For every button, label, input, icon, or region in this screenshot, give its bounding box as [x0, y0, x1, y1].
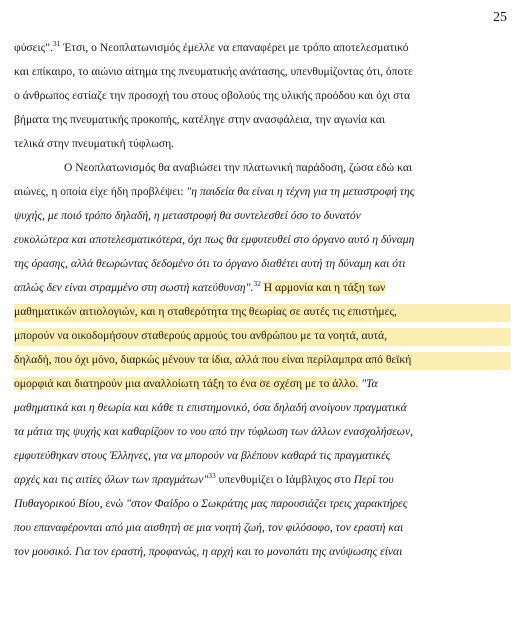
footnote-ref: 32 — [253, 280, 261, 288]
text-line: ομορφιά και διατηρούν μια αναλλοίωτη τάξη το ένα σε σχέση με το άλλο. "Τα — [14, 377, 378, 390]
highlighted-line: μαθηματικών αιτιολογιών, και η σταθερότητα της θεωρίας σε αυτές τις επιστήμες, — [14, 304, 510, 322]
highlighted-text: ομορφιά και διατηρούν μια αναλλοίωτη τάξη το ένα σε σχέση με το άλλο. — [14, 377, 359, 390]
highlighted-text: Η αρμονία και η τάξη των — [263, 281, 386, 294]
text-line: τα μάτια της ψυχής και καθαρίζουν το νου από την τύφλωση των άλλων ενασχολήσεων, — [14, 425, 414, 438]
text-line: Ο Νεοπλατωνισμός θα αναβιώσει την πλατωνική παράδοση, ζώσα εδώ και — [64, 161, 413, 174]
highlighted-line: δηλαδή, που όχι μόνο, διαρκώς μένουν τα ίδια, αλλά που είναι περίλαμπρα από θεϊκή — [14, 352, 510, 370]
text-line: ευκολώτερα και αποτελεσματικότερα, όχι πως θα εμφυτευθεί στο όργανο αυτό η δύναμη — [14, 233, 415, 246]
footnote-ref: 33 — [208, 472, 216, 480]
highlighted-line: μπορούν να οικοδομήσουν σταθερούς αρμούς του ανθρώπου με τα νοητά, αυτά, — [14, 328, 510, 346]
page-number: 25 — [493, 10, 507, 25]
text-line: τελικά στην πνευματική τύφλωση. — [14, 137, 175, 150]
text-line: φύσεις".$^{31}$ Έτσι, ο Νεοπλατωνισμός έμελλε να επαναφέρει με τρόπο αποτελεσματικό — [14, 40, 409, 54]
text-line: της όρασης, αλλά θεωρώντας δεδομένο ότι το όργανο διαθέτει αυτή τη δύναμη και ότι — [14, 257, 406, 270]
text-line: αιώνες, η οποία είχε ήδη προβλέψει: "η παιδεία θα είναι η τέχνη για τη μεταστροφή της — [14, 185, 415, 198]
text-line: βήματα της πνευματικής προκοπής, κατέληγε στην ανασφάλεια, την αγωνία και — [14, 113, 385, 126]
text-line: που επαναφέρονται από μια αισθητή σε μια νοητή ζωή, τον φιλόσοφο, τον εραστή και — [14, 521, 404, 534]
footnote-ref: 31 — [52, 40, 61, 48]
text-line: απλώς δεν είναι στραμμένο στη σωστή κατεύθυνση".$^{32}$ Η αρμονία και η τάξη των — [14, 280, 386, 294]
text-line: μαθηματικά και η θεωρία και κάθε τι επιστημονικό, όσα δηλαδή ανοίγουν πραγματικά — [14, 401, 407, 414]
text-line: και επίκαιρο, το αιώνιο αίτημα της πνευματικής ανάτασης, υπενθυμίζοντας ότι, όποτε — [14, 65, 413, 78]
text-line: Πυθαγορικού Βίου, ενώ "στον Φαίδρο ο Σωκράτης μας παρουσιάζει τρεις χαρακτήρες — [14, 497, 408, 510]
text-line: ο άνθρωπος εστίαζε την προσοχή του στους οβολούς της υλικής προόδου και όχι στα — [14, 89, 411, 102]
text-line: τον μουσικό. Για τον εραστή, προφανώς, η αρχή και το μονοπάτι της ανύψωσης είναι — [14, 545, 403, 558]
text-line: ψυχής, με ποιό τρόπο δηλαδή, η μεταστροφή θα συντελεσθεί όσο το δυνατόν — [14, 209, 361, 222]
text-line: αρχές και τις αιτίες όλων των πραγμάτων"$^{33}$ υπενθυμίζει ο Ιάμβλιχος στο Περί του — [14, 472, 394, 486]
text-line: εμφυτεύθηκαν στους Έλληνες, για να μπορούν να βλέπουν καθαρά τις πραγματικές — [14, 449, 391, 462]
